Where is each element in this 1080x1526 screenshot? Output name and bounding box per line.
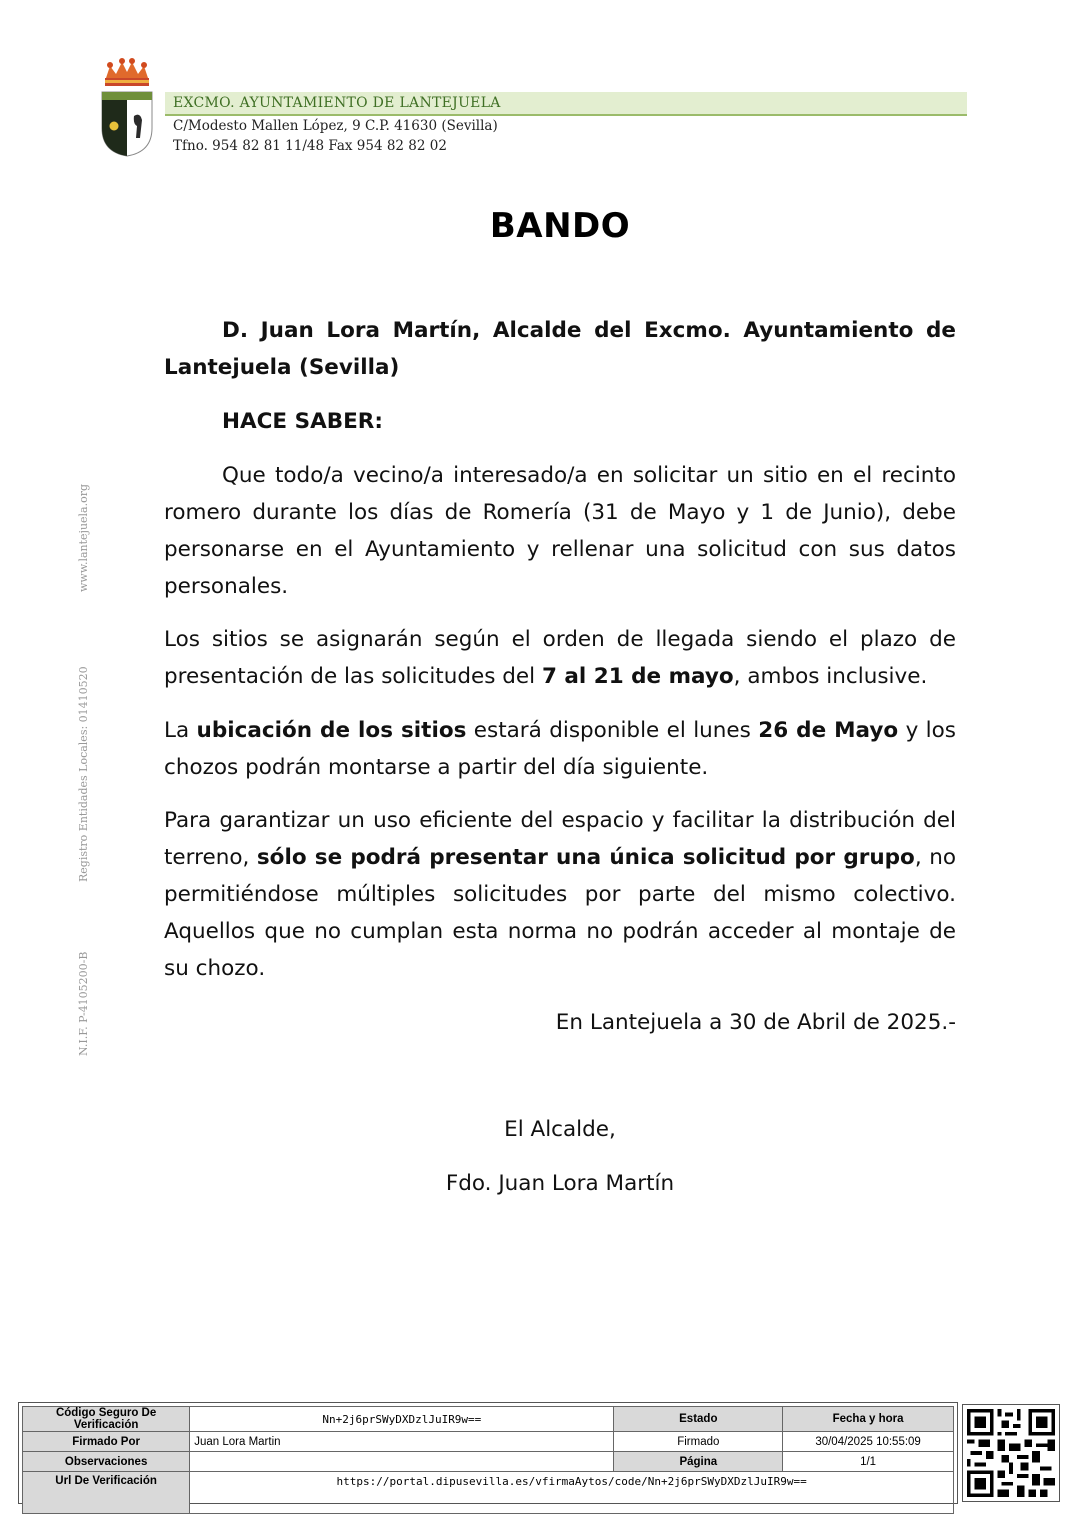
hace-saber-heading: HACE SABER: [222,409,383,434]
table-row [23,1452,954,1472]
date-line: En Lantejuela a 30 de Abril de 2025.- [555,1010,956,1035]
observaciones-value [190,1452,614,1472]
table-row [23,1407,954,1432]
pagina-label: Página [614,1452,783,1472]
organization-name: EXCMO. AYUNTAMIENTO DE LANTEJUELA [173,95,501,111]
side-website: www.lantejuela.org [77,483,90,592]
page-title: BANDO [489,206,631,246]
paragraph-2: Los sitios se asignarán según el orden de llegada siendo el plazo de presentación de las solicitudes del 7 al 21 de mayo, ambos inclusive. [164,627,956,689]
side-registry: Registro Entidades Locales: 01410520 [77,666,90,882]
estado-label: Estado [614,1407,783,1432]
verification-table [22,1406,954,1514]
verification-box [18,1402,958,1504]
organization-phone: Tfno. 954 82 81 11/48 Fax 954 82 82 02 [173,138,447,154]
csv-label: Código Seguro De Verificación [23,1407,190,1432]
municipal-crest-icon [98,56,156,158]
firmado-por-label: Firmado Por [23,1432,190,1452]
table-row [23,1472,954,1514]
signoff: El Alcalde, [504,1117,616,1142]
qr-code-icon [962,1404,1060,1502]
paragraph-3: La ubicación de los sitios estará disponible el lunes 26 de Mayo y los chozos podrán montarse a partir del día siguiente. [164,718,956,780]
fecha-value: 30/04/2025 10:55:09 [783,1432,954,1452]
firmado-por-value: Juan Lora Martin [190,1432,614,1452]
fecha-label: Fecha y hora [783,1407,954,1432]
organization-address: C/Modesto Mallen López, 9 C.P. 41630 (Sevilla) [173,118,498,134]
csv-value: Nn+2j6prSWyDXDzlJuIR9w== [190,1407,614,1432]
pagina-value: 1/1 [783,1452,954,1472]
side-nif: N.I.F. P-4105200-B [77,951,90,1056]
observaciones-label: Observaciones [23,1452,190,1472]
paragraph-1: Que todo/a vecino/a interesado/a en solicitar un sitio en el recinto romero durante los días de Romería (31 de Mayo y 1 de Junio), debe personarse en el Ayuntamiento y rellenar una solicitud con sus datos personales. [164,463,956,599]
table-row [23,1432,954,1452]
verification-url[interactable]: https://portal.dipusevilla.es/vfirmaAytos/code/Nn+2j6prSWyDXDzlJuIR9w== [190,1472,954,1514]
estado-value: Firmado [614,1432,783,1452]
signature: Fdo. Juan Lora Martín [445,1171,675,1196]
url-label: Url De Verificación [23,1472,190,1514]
intro-paragraph: D. Juan Lora Martín, Alcalde del Excmo. Ayuntamiento de Lantejuela (Sevilla) [164,318,956,380]
paragraph-4: Para garantizar un uso eficiente del espacio y facilitar la distribución del terreno, sólo se podrá presentar una única solicitud por grupo, no permitiéndose múltiples solicitudes por parte del mismo colectivo. Aquellos que no cumplan esta norma no podrán acceder al montaje de su chozo. [164,808,956,981]
